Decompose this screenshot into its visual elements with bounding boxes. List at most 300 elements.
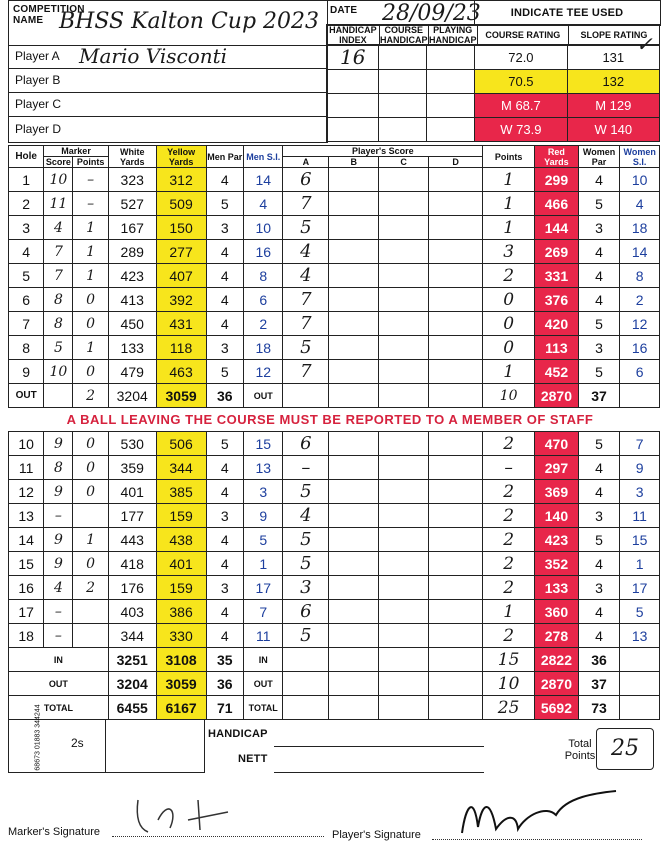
player-a-col: A bbox=[283, 157, 329, 168]
marker-points: 2 bbox=[73, 576, 108, 600]
hole-points: 2 bbox=[483, 480, 535, 504]
totals-d bbox=[429, 696, 483, 720]
player-b-score bbox=[329, 480, 379, 504]
totals-label: IN bbox=[9, 648, 109, 672]
yellow-yards: 312 bbox=[156, 168, 206, 192]
player-c-label: Player C bbox=[15, 97, 62, 111]
white-yards: 403 bbox=[108, 600, 156, 624]
yellow-yards: 438 bbox=[156, 528, 206, 552]
men-par: 3 bbox=[206, 504, 243, 528]
player-b-score bbox=[329, 528, 379, 552]
red-yards: 423 bbox=[535, 528, 579, 552]
women-si: 8 bbox=[620, 264, 660, 288]
col-slope-rating: SLOPE RATING bbox=[568, 25, 659, 46]
hole-number: 15 bbox=[9, 552, 44, 576]
hole-points: 2 bbox=[483, 576, 535, 600]
women-si: 4 bbox=[620, 192, 660, 216]
totals-white: 6455 bbox=[108, 696, 156, 720]
player-c-score bbox=[379, 480, 429, 504]
totals-white: 3251 bbox=[108, 648, 156, 672]
player-a-score: 5 bbox=[283, 528, 329, 552]
women-par: 4 bbox=[578, 624, 620, 648]
yellow-yards: 509 bbox=[156, 192, 206, 216]
men-si: 11 bbox=[243, 624, 283, 648]
player-d-hcp-index bbox=[327, 118, 379, 142]
player-c-course-hcp bbox=[379, 94, 427, 118]
men-si: 10 bbox=[243, 216, 283, 240]
totals-women-par: 37 bbox=[578, 672, 620, 696]
marker-points bbox=[73, 504, 108, 528]
hole-number: 7 bbox=[9, 312, 44, 336]
player-d-score bbox=[429, 336, 483, 360]
player-d-score bbox=[429, 480, 483, 504]
player-c-score bbox=[379, 168, 429, 192]
player-a-score: 5 bbox=[283, 216, 329, 240]
women-par: 4 bbox=[578, 240, 620, 264]
player-c-score bbox=[379, 360, 429, 384]
player-d-col: D bbox=[429, 157, 483, 168]
marker-points: 0 bbox=[73, 456, 108, 480]
women-si: 3 bbox=[620, 480, 660, 504]
women-par: 4 bbox=[578, 552, 620, 576]
player-d-score bbox=[429, 528, 483, 552]
hole-points: 2 bbox=[483, 432, 535, 456]
totals-points: 10 bbox=[483, 672, 535, 696]
white-yards: 359 bbox=[108, 456, 156, 480]
col-course-handicap: COURSE HANDICAP bbox=[379, 25, 428, 45]
white-yards: 344 bbox=[108, 624, 156, 648]
player-b-score bbox=[329, 192, 379, 216]
player-d-score bbox=[429, 552, 483, 576]
yellow-yards-header: Yellow Yards bbox=[156, 146, 206, 168]
hole-points: 1 bbox=[483, 600, 535, 624]
player-a-score: 6 bbox=[283, 600, 329, 624]
hole-number: 17 bbox=[9, 600, 44, 624]
women-si: 5 bbox=[620, 600, 660, 624]
out-marker-points: 2 bbox=[73, 384, 108, 408]
player-d-score bbox=[429, 312, 483, 336]
player-b-score bbox=[329, 240, 379, 264]
player-a-name: Mario Visconti bbox=[79, 44, 228, 68]
hole-row bbox=[9, 216, 660, 240]
marker-score: 10 bbox=[44, 360, 73, 384]
player-b-score bbox=[329, 456, 379, 480]
yellow-yards: 392 bbox=[156, 288, 206, 312]
player-c-slope: M 129 bbox=[567, 94, 659, 118]
men-par: 3 bbox=[206, 576, 243, 600]
player-a-score: 4 bbox=[283, 264, 329, 288]
men-par: 4 bbox=[206, 264, 243, 288]
marker-score: 9 bbox=[44, 432, 73, 456]
marker-score: 10 bbox=[44, 168, 73, 192]
hole-row bbox=[9, 192, 660, 216]
player-d-score bbox=[429, 240, 483, 264]
hole-number: 8 bbox=[9, 336, 44, 360]
women-par: 4 bbox=[578, 168, 620, 192]
player-b-score bbox=[329, 624, 379, 648]
red-yards: 376 bbox=[535, 288, 579, 312]
marker-score: 9 bbox=[44, 552, 73, 576]
player-c-score bbox=[379, 552, 429, 576]
men-par: 4 bbox=[206, 624, 243, 648]
hole-points: 2 bbox=[483, 528, 535, 552]
totals-body bbox=[9, 648, 660, 720]
marker-signature-image bbox=[108, 790, 238, 840]
women-par: 5 bbox=[578, 192, 620, 216]
men-par: 4 bbox=[206, 600, 243, 624]
women-si: 1 bbox=[620, 552, 660, 576]
marker-points: 0 bbox=[73, 552, 108, 576]
women-si: 10 bbox=[620, 168, 660, 192]
hole-number: 12 bbox=[9, 480, 44, 504]
red-yards: 144 bbox=[535, 216, 579, 240]
yellow-yards: 431 bbox=[156, 312, 206, 336]
men-si: 1 bbox=[243, 552, 283, 576]
player-d-score bbox=[429, 456, 483, 480]
hole-points: 2 bbox=[483, 264, 535, 288]
yellow-yards: 506 bbox=[156, 432, 206, 456]
white-yards: 133 bbox=[108, 336, 156, 360]
player-rows bbox=[8, 44, 326, 144]
player-d-score bbox=[429, 264, 483, 288]
totals-c bbox=[379, 672, 429, 696]
totals-red: 2870 bbox=[535, 672, 579, 696]
player-c-score bbox=[379, 216, 429, 240]
player-a-score: 6 bbox=[283, 168, 329, 192]
hole-points: 2 bbox=[483, 504, 535, 528]
out-d bbox=[429, 384, 483, 408]
white-yards: 177 bbox=[108, 504, 156, 528]
white-yards: 401 bbox=[108, 480, 156, 504]
totals-yellow: 3108 bbox=[156, 648, 206, 672]
player-b-score bbox=[329, 552, 379, 576]
hole-row bbox=[9, 432, 660, 456]
hole-row bbox=[9, 168, 660, 192]
marker-points: 1 bbox=[73, 528, 108, 552]
yellow-yards: 277 bbox=[156, 240, 206, 264]
hole-number: 3 bbox=[9, 216, 44, 240]
white-yards: 423 bbox=[108, 264, 156, 288]
women-par: 5 bbox=[578, 528, 620, 552]
totals-yellow: 6167 bbox=[156, 696, 206, 720]
player-d-score bbox=[429, 432, 483, 456]
competition-box bbox=[8, 0, 328, 46]
rating-table bbox=[326, 24, 660, 46]
men-si-header: Men S.I. bbox=[243, 146, 283, 168]
player-a-course-hcp bbox=[379, 45, 427, 70]
hole-points: 1 bbox=[483, 360, 535, 384]
women-par: 3 bbox=[578, 216, 620, 240]
totals-a bbox=[283, 696, 329, 720]
player-a-hcp-index: 16 bbox=[327, 45, 379, 70]
women-par: 3 bbox=[578, 504, 620, 528]
white-yards: 479 bbox=[108, 360, 156, 384]
totals-par: 71 bbox=[206, 696, 243, 720]
marker-points: 1 bbox=[73, 216, 108, 240]
white-yards: 443 bbox=[108, 528, 156, 552]
back-body bbox=[9, 432, 660, 648]
marker-score: 8 bbox=[44, 312, 73, 336]
women-par: 3 bbox=[578, 576, 620, 600]
totals-si-label: IN bbox=[243, 648, 283, 672]
player-c-score bbox=[379, 240, 429, 264]
totals-d bbox=[429, 648, 483, 672]
out-women-si bbox=[620, 384, 660, 408]
col-handicap-index: HANDICAP INDEX bbox=[327, 25, 380, 46]
men-si: 6 bbox=[243, 288, 283, 312]
women-par: 5 bbox=[578, 360, 620, 384]
marker-score-header: Score bbox=[44, 157, 73, 168]
men-par: 4 bbox=[206, 288, 243, 312]
total-points-label: Total Points bbox=[564, 738, 596, 762]
yellow-yards: 330 bbox=[156, 624, 206, 648]
yellow-yards: 407 bbox=[156, 264, 206, 288]
player-c-playing-hcp bbox=[427, 94, 475, 118]
women-par: 4 bbox=[578, 288, 620, 312]
player-signature-line[interactable] bbox=[432, 839, 642, 840]
hole-points: 0 bbox=[483, 312, 535, 336]
nett-line bbox=[274, 746, 484, 773]
hole-row bbox=[9, 240, 660, 264]
red-yards: 297 bbox=[535, 456, 579, 480]
men-si: 4 bbox=[243, 192, 283, 216]
player-b-course-hcp bbox=[379, 70, 427, 94]
men-si: 5 bbox=[243, 528, 283, 552]
women-si: 18 bbox=[620, 216, 660, 240]
player-a-score: 5 bbox=[283, 552, 329, 576]
front-body bbox=[9, 168, 660, 384]
hole-row bbox=[9, 552, 660, 576]
yellow-yards: 463 bbox=[156, 360, 206, 384]
hole-row bbox=[9, 624, 660, 648]
player-a-score: 4 bbox=[283, 504, 329, 528]
player-signature-image bbox=[456, 785, 626, 840]
player-b-score bbox=[329, 360, 379, 384]
handicap-label: HANDICAP bbox=[208, 728, 268, 740]
hole-row bbox=[9, 528, 660, 552]
hole-points: 2 bbox=[483, 552, 535, 576]
player-a-score: 3 bbox=[283, 576, 329, 600]
hole-points: 0 bbox=[483, 336, 535, 360]
player-c-score bbox=[379, 528, 429, 552]
marker-points: 0 bbox=[73, 480, 108, 504]
player-c-score bbox=[379, 312, 429, 336]
marker-score: 9 bbox=[44, 480, 73, 504]
date-box bbox=[326, 0, 481, 26]
totals-b bbox=[329, 648, 379, 672]
totals-row bbox=[9, 672, 660, 696]
hole-points: – bbox=[483, 456, 535, 480]
player-c-score bbox=[379, 600, 429, 624]
marker-points: 1 bbox=[73, 264, 108, 288]
totals-par: 35 bbox=[206, 648, 243, 672]
player-d-score bbox=[429, 192, 483, 216]
players-score-header: Player's Score bbox=[283, 146, 483, 157]
hole-points: 0 bbox=[483, 288, 535, 312]
marker-score: 4 bbox=[44, 216, 73, 240]
totals-women-par: 73 bbox=[578, 696, 620, 720]
women-si-header: Women S.I. bbox=[620, 146, 660, 168]
women-si: 9 bbox=[620, 456, 660, 480]
warning-banner: A BALL LEAVING THE COURSE MUST BE REPORTED TO A MEMBER OF STAFF bbox=[66, 412, 594, 427]
player-b-course-rating: 70.5 bbox=[475, 70, 567, 94]
women-par: 5 bbox=[578, 312, 620, 336]
player-c-score bbox=[379, 288, 429, 312]
totals-c bbox=[379, 648, 429, 672]
player-c-score bbox=[379, 504, 429, 528]
men-si: 2 bbox=[243, 312, 283, 336]
marker-signature-line[interactable] bbox=[112, 836, 324, 837]
red-yards: 352 bbox=[535, 552, 579, 576]
men-par: 4 bbox=[206, 168, 243, 192]
totals-par: 36 bbox=[206, 672, 243, 696]
player-d-score bbox=[429, 168, 483, 192]
totals-label: TOTAL bbox=[9, 696, 109, 720]
player-c-score bbox=[379, 624, 429, 648]
women-par: 4 bbox=[578, 600, 620, 624]
red-yards: 369 bbox=[535, 480, 579, 504]
player-c-score bbox=[379, 192, 429, 216]
hole-row bbox=[9, 288, 660, 312]
competition-label: COMPETITION NAME bbox=[13, 4, 85, 26]
yellow-yards: 159 bbox=[156, 576, 206, 600]
marker-signature-label: Marker's Signature bbox=[8, 826, 100, 838]
men-par: 4 bbox=[206, 312, 243, 336]
totals-b bbox=[329, 672, 379, 696]
red-yards: 360 bbox=[535, 600, 579, 624]
marker-points: 1 bbox=[73, 336, 108, 360]
player-d-course-hcp bbox=[379, 118, 427, 142]
marker-points bbox=[73, 600, 108, 624]
out-c bbox=[379, 384, 429, 408]
player-d-score bbox=[429, 576, 483, 600]
player-a-course-rating: 72.0 bbox=[475, 45, 567, 70]
player-b-playing-hcp bbox=[427, 70, 475, 94]
men-si: 7 bbox=[243, 600, 283, 624]
totals-points: 25 bbox=[483, 696, 535, 720]
player-d-score bbox=[429, 624, 483, 648]
hole-number: 5 bbox=[9, 264, 44, 288]
yellow-yards: 159 bbox=[156, 504, 206, 528]
red-yards: 470 bbox=[535, 432, 579, 456]
men-par: 5 bbox=[206, 192, 243, 216]
men-si: 18 bbox=[243, 336, 283, 360]
out-si-label: OUT bbox=[243, 384, 283, 408]
handicap-line bbox=[274, 720, 484, 747]
marker-points: 1 bbox=[73, 240, 108, 264]
indicate-tee-label: INDICATE TEE USED bbox=[474, 0, 661, 26]
white-yards: 323 bbox=[108, 168, 156, 192]
player-b-score bbox=[329, 504, 379, 528]
player-a-label: Player A bbox=[15, 49, 60, 63]
red-yards: 133 bbox=[535, 576, 579, 600]
hole-points: 1 bbox=[483, 192, 535, 216]
out-points: 10 bbox=[483, 384, 535, 408]
women-si: 2 bbox=[620, 288, 660, 312]
red-yards: 331 bbox=[535, 264, 579, 288]
totals-si-label: TOTAL bbox=[243, 696, 283, 720]
men-si: 15 bbox=[243, 432, 283, 456]
women-si: 15 bbox=[620, 528, 660, 552]
totals-white: 3204 bbox=[108, 672, 156, 696]
red-yards: 420 bbox=[535, 312, 579, 336]
scorecard bbox=[8, 0, 660, 860]
yellow-yards: 385 bbox=[156, 480, 206, 504]
hole-row bbox=[9, 312, 660, 336]
player-b-label: Player B bbox=[15, 73, 61, 87]
out-white: 3204 bbox=[108, 384, 156, 408]
out-red: 2870 bbox=[535, 384, 579, 408]
back-nine-table bbox=[8, 431, 660, 720]
hole-number: 14 bbox=[9, 528, 44, 552]
white-yards: 450 bbox=[108, 312, 156, 336]
tee-tick: ✓ bbox=[636, 32, 653, 56]
hole-number: 10 bbox=[9, 432, 44, 456]
player-c-score bbox=[379, 432, 429, 456]
hole-number: 6 bbox=[9, 288, 44, 312]
red-yards: 299 bbox=[535, 168, 579, 192]
men-par: 5 bbox=[206, 432, 243, 456]
marker-score: 8 bbox=[44, 456, 73, 480]
marker-score: – bbox=[44, 624, 73, 648]
hole-number: 4 bbox=[9, 240, 44, 264]
men-si: 14 bbox=[243, 168, 283, 192]
totals-a bbox=[283, 672, 329, 696]
nett-label: NETT bbox=[238, 753, 268, 765]
totals-si-label: OUT bbox=[243, 672, 283, 696]
hole-number: 2 bbox=[9, 192, 44, 216]
marker-points: 0 bbox=[73, 360, 108, 384]
player-a-score: 4 bbox=[283, 240, 329, 264]
player-b-score bbox=[329, 168, 379, 192]
player-a-score: 5 bbox=[283, 336, 329, 360]
player-a-score: 5 bbox=[283, 480, 329, 504]
hole-number: 13 bbox=[9, 504, 44, 528]
white-yards: 176 bbox=[108, 576, 156, 600]
hole-number: 11 bbox=[9, 456, 44, 480]
player-b-score bbox=[329, 216, 379, 240]
marker-points: 0 bbox=[73, 432, 108, 456]
yellow-yards: 118 bbox=[156, 336, 206, 360]
women-si: 12 bbox=[620, 312, 660, 336]
yellow-yards: 344 bbox=[156, 456, 206, 480]
player-b-row bbox=[8, 68, 328, 93]
player-b-score bbox=[329, 288, 379, 312]
men-par: 3 bbox=[206, 216, 243, 240]
red-yards-header: Red Yards bbox=[535, 146, 579, 168]
men-si: 17 bbox=[243, 576, 283, 600]
women-par: 4 bbox=[578, 456, 620, 480]
side-code: 68673 01883 344244 bbox=[34, 704, 42, 771]
header-block bbox=[8, 0, 660, 144]
player-b-score bbox=[329, 312, 379, 336]
white-yards: 167 bbox=[108, 216, 156, 240]
totals-label: OUT bbox=[9, 672, 109, 696]
player-d-score bbox=[429, 288, 483, 312]
totals-d bbox=[429, 672, 483, 696]
totals-yellow: 3059 bbox=[156, 672, 206, 696]
men-si: 13 bbox=[243, 456, 283, 480]
men-si: 3 bbox=[243, 480, 283, 504]
totals-a bbox=[283, 648, 329, 672]
marker-points-header: Points bbox=[73, 157, 108, 168]
player-a-score: 7 bbox=[283, 312, 329, 336]
red-yards: 466 bbox=[535, 192, 579, 216]
men-par: 4 bbox=[206, 240, 243, 264]
totals-row bbox=[9, 696, 660, 720]
player-d-score bbox=[429, 504, 483, 528]
player-d-slope: W 140 bbox=[567, 118, 659, 142]
